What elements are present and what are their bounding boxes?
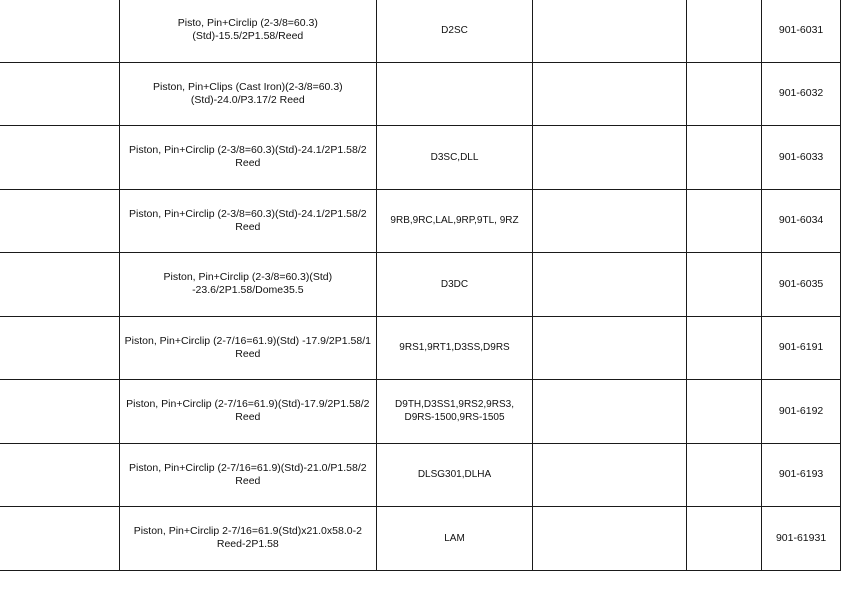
models-cell: D3DC — [377, 253, 533, 317]
blank-cell — [532, 189, 686, 253]
part-number-cell: 901-6034 — [762, 189, 841, 253]
blank-cell — [0, 126, 119, 190]
table-row — [0, 62, 841, 126]
blank-cell — [0, 62, 119, 126]
blank-cell — [532, 507, 686, 571]
blank-cell — [532, 380, 686, 444]
blank-cell — [0, 443, 119, 507]
table-row — [0, 380, 841, 444]
blank-cell — [0, 380, 119, 444]
blank-cell — [0, 0, 119, 62]
models-cell: 9RB,9RC,LAL,9RP,9TL, 9RZ — [377, 189, 533, 253]
description-cell: Piston, Pin+Circlip (2-7/16=61.9)(Std) -17.9/2P1.58/1 Reed — [119, 316, 377, 380]
description-cell: Piston, Pin+Circlip (2-3/8=60.3)(Std) -23.6/2P1.58/Dome35.5 — [119, 253, 377, 317]
table-row — [0, 253, 841, 317]
table-row — [0, 443, 841, 507]
blank-cell — [687, 0, 762, 62]
blank-cell — [687, 316, 762, 380]
description-cell: Piston, Pin+Circlip (2-7/16=61.9)(Std)-21.0/P1.58/2 Reed — [119, 443, 377, 507]
blank-cell — [687, 443, 762, 507]
part-number-cell: 901-6191 — [762, 316, 841, 380]
description-cell: Piston, Pin+Circlip (2-7/16=61.9)(Std)-17.9/2P1.58/2 Reed — [119, 380, 377, 444]
blank-cell — [532, 443, 686, 507]
blank-cell — [532, 316, 686, 380]
models-cell: D2SC — [377, 0, 533, 62]
blank-cell — [687, 126, 762, 190]
table-row — [0, 507, 841, 571]
blank-cell — [532, 253, 686, 317]
part-number-cell: 901-6031 — [762, 0, 841, 62]
description-cell: Piston, Pin+Circlip 2-7/16=61.9(Std)x21.0x58.0-2 Reed-2P1.58 — [119, 507, 377, 571]
part-number-cell: 901-6192 — [762, 380, 841, 444]
blank-cell — [687, 253, 762, 317]
models-cell: DLSG301,DLHA — [377, 443, 533, 507]
table-row — [0, 316, 841, 380]
blank-cell — [687, 380, 762, 444]
blank-cell — [0, 189, 119, 253]
description-cell: Piston, Pin+Circlip (2-3/8=60.3)(Std)-24.1/2P1.58/2 Reed — [119, 126, 377, 190]
part-number-cell: 901-61931 — [762, 507, 841, 571]
blank-cell — [687, 62, 762, 126]
blank-cell — [532, 0, 686, 62]
table-row — [0, 189, 841, 253]
part-number-cell: 901-6033 — [762, 126, 841, 190]
table-row — [0, 126, 841, 190]
description-cell: Piston, Pin+Circlip (2-3/8=60.3)(Std)-24.1/2P1.58/2 Reed — [119, 189, 377, 253]
blank-cell — [532, 126, 686, 190]
blank-cell — [0, 507, 119, 571]
models-cell — [377, 62, 533, 126]
models-cell: D3SC,DLL — [377, 126, 533, 190]
description-cell: Piston, Pin+Clips (Cast Iron)(2-3/8=60.3)(Std)-24.0/P3.17/2 Reed — [119, 62, 377, 126]
blank-cell — [687, 189, 762, 253]
models-cell: LAM — [377, 507, 533, 571]
blank-cell — [532, 62, 686, 126]
part-number-cell: 901-6193 — [762, 443, 841, 507]
part-number-cell: 901-6032 — [762, 62, 841, 126]
blank-cell — [0, 316, 119, 380]
description-cell: Pisto, Pin+Circlip (2-3/8=60.3)(Std)-15.5/2P1.58/Reed — [119, 0, 377, 62]
blank-cell — [687, 507, 762, 571]
table-row — [0, 0, 841, 62]
part-number-cell: 901-6035 — [762, 253, 841, 317]
models-cell: D9TH,D3SS1,9RS2,9RS3, D9RS-1500,9RS-1505 — [377, 380, 533, 444]
models-cell: 9RS1,9RT1,D3SS,D9RS — [377, 316, 533, 380]
blank-cell — [0, 253, 119, 317]
